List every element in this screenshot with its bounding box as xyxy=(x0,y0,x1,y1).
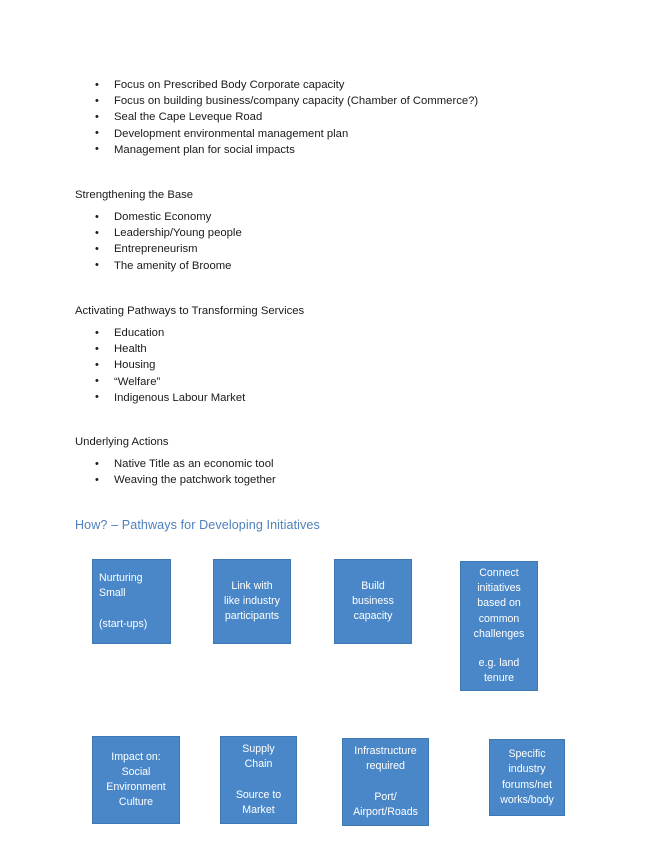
diagram-box-link-with-like-industry-participants xyxy=(213,559,291,644)
box-line: Environment xyxy=(106,781,166,793)
list-item: • Education xyxy=(75,325,245,341)
box-line: participants xyxy=(224,610,280,623)
top-bullet-list xyxy=(75,77,478,158)
box-line: initiatives xyxy=(477,582,521,595)
box-line: capacity xyxy=(353,610,393,623)
box-line: industry xyxy=(508,763,546,776)
box-line: common xyxy=(478,612,520,625)
box-line: Connect xyxy=(479,567,519,579)
box-line: Culture xyxy=(118,796,154,809)
box-line: Chain xyxy=(244,758,273,771)
box-line: Build xyxy=(361,579,385,592)
box-line: (start-ups) xyxy=(99,617,148,630)
list-item: • The amenity of Broome xyxy=(75,258,242,274)
box-line: works/body xyxy=(500,793,554,806)
box-line: required xyxy=(366,760,405,773)
list-item: • Leadership/Young people xyxy=(75,225,242,241)
section-bullets-activating-pathways xyxy=(75,325,245,406)
box-line: challenges xyxy=(473,627,525,640)
box-line: Specific xyxy=(508,748,546,761)
box-line: Impact on: xyxy=(111,750,161,763)
box-line: tenure xyxy=(483,671,515,684)
list-item: • Domestic Economy xyxy=(75,209,242,225)
box-line: business xyxy=(352,594,394,607)
diagram-box-supply-chain-source-to-market xyxy=(220,736,297,824)
section-heading-underlying-actions: Underlying Actions xyxy=(75,436,169,448)
list-item: • Seal the Cape Leveque Road xyxy=(75,109,478,125)
diagram-box-nurturing-small xyxy=(92,559,171,644)
box-line: like industry xyxy=(224,594,280,607)
list-item: • Native Title as an economic tool xyxy=(75,456,276,472)
box-line: based on xyxy=(477,597,521,610)
list-item: • Housing xyxy=(75,357,245,373)
section-heading-strengthening-the-base: Strengthening the Base xyxy=(75,189,194,201)
section-bullets-strengthening-the-base xyxy=(75,209,242,274)
box-line: Port/ xyxy=(374,790,397,803)
diagram-box-connect-initiatives xyxy=(460,561,538,691)
box-line: Market xyxy=(242,803,275,816)
list-item: • Development environmental management plan xyxy=(75,126,478,142)
list-item: • Indigenous Labour Market xyxy=(75,390,245,406)
box-line: Link with xyxy=(231,579,273,592)
box-line: e.g. land xyxy=(478,656,520,669)
box-line: forums/net xyxy=(501,778,553,791)
page-section-title-how-pathways: How? – Pathways for Developing Initiatives xyxy=(75,518,320,532)
list-item: • Focus on Prescribed Body Corporate capacity xyxy=(75,77,478,93)
box-line: Social xyxy=(121,765,151,778)
list-item: • Weaving the patchwork together xyxy=(75,472,276,488)
section-bullets-underlying-actions xyxy=(75,456,276,488)
diagram-box-specific-industry-forums xyxy=(489,739,565,816)
list-item: • Entrepreneurism xyxy=(75,241,242,257)
section-heading-activating-pathways: Activating Pathways to Transforming Services xyxy=(75,305,305,317)
diagram-box-infrastructure-required xyxy=(342,738,429,826)
diagram-box-build-business-capacity xyxy=(334,559,412,644)
box-line: Small xyxy=(99,587,126,600)
box-line: Source to xyxy=(235,788,282,801)
box-line: Infrastructure xyxy=(354,745,417,757)
box-line: Supply xyxy=(242,743,275,755)
list-item: • “Welfare” xyxy=(75,374,245,390)
list-item: • Health xyxy=(75,341,245,357)
box-line: Airport/Roads xyxy=(353,805,418,818)
box-line: Nurturing xyxy=(99,572,143,585)
list-item: • Focus on building business/company capacity (Chamber of Commerce?) xyxy=(75,93,478,109)
list-item: • Management plan for social impacts xyxy=(75,142,478,158)
diagram-box-impact-on-social-environment-culture xyxy=(92,736,180,824)
